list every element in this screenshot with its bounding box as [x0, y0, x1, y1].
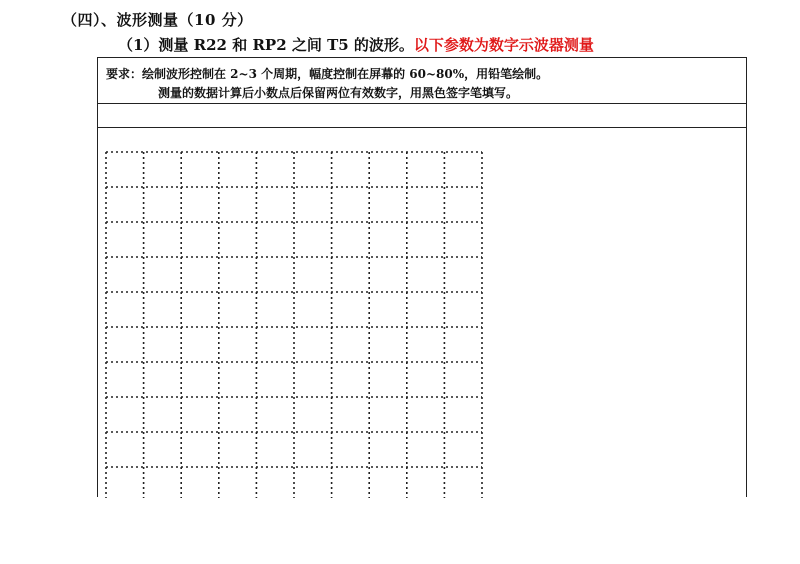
requirements-row [98, 58, 746, 104]
question-highlight: 以下参数为数字示波器测量 [413, 36, 594, 54]
question-text: （1）测量 R22 和 RP2 之间 T5 的波形。 [118, 36, 414, 54]
waveform-drawing-area[interactable] [98, 128, 746, 498]
requirements-line-1: 要求：绘制波形控制在 2~3 个周期，幅度控制在屏幕的 60~80%，用铅笔绘制。 [106, 67, 549, 81]
oscilloscope-grid[interactable] [98, 128, 746, 498]
blank-answer-row[interactable] [98, 104, 746, 128]
section-heading: （四）、波形测量（10 分） [62, 11, 253, 29]
question-heading [118, 34, 594, 55]
answer-table [97, 57, 747, 497]
requirements-line-2: 测量的数据计算后小数点后保留两位有效数字，用黑色签字笔填写。 [158, 86, 519, 100]
